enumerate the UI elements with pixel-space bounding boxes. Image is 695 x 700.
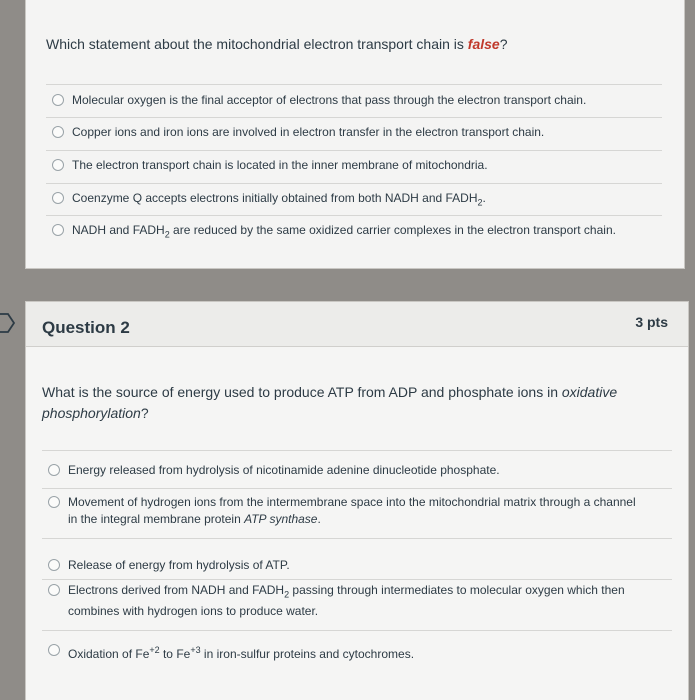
- current-question-arrow-icon: [0, 312, 16, 334]
- divider: [46, 117, 662, 118]
- divider: [42, 538, 672, 539]
- prompt-text: Which statement about the mitochondrial electron transport chain is: [46, 36, 468, 52]
- question-2-header: [26, 302, 688, 347]
- divider: [46, 150, 662, 151]
- radio-button[interactable]: [52, 159, 64, 171]
- answer-option[interactable]: [48, 557, 290, 574]
- answer-option[interactable]: [52, 190, 486, 211]
- question-2-prompt: What is the source of energy used to produce ATP from ADP and phosphate ions in oxidative phosphorylation?: [42, 384, 618, 421]
- answer-label: Movement of hydrogen ions from the intermembrane space into the mitochondrial matrix through a channel in the integral membrane protein ATP synthase.: [68, 495, 636, 526]
- question-title: Question 2: [42, 318, 130, 337]
- divider: [42, 630, 672, 631]
- radio-button[interactable]: [52, 192, 64, 204]
- radio-button[interactable]: [48, 644, 60, 656]
- answer-label: Energy released from hydrolysis of nicotinamide adenine dinucleotide phosphate.: [68, 463, 500, 477]
- answer-option[interactable]: [52, 157, 488, 174]
- answer-label: Release of energy from hydrolysis of ATP.: [68, 558, 290, 572]
- divider: [42, 488, 672, 489]
- radio-button[interactable]: [48, 496, 60, 508]
- divider: [42, 579, 672, 580]
- answer-option[interactable]: [52, 124, 544, 141]
- answer-label: Oxidation of $Fe^{+2}$ to $Fe^{+3}$ in iron-sulfur proteins and cytochromes.: [68, 645, 415, 661]
- radio-button[interactable]: [48, 584, 60, 596]
- divider: [46, 84, 662, 85]
- answer-option[interactable]: [48, 494, 636, 528]
- radio-button[interactable]: [52, 126, 64, 138]
- prompt-end: ?: [499, 36, 508, 52]
- answer-label: Coenzyme Q accepts electrons initially obtained from both NADH and $FADH_2$.: [72, 191, 486, 208]
- answer-option[interactable]: [48, 462, 500, 479]
- answer-label: The electron transport chain is located in the inner membrane of mitochondria.: [72, 158, 488, 172]
- radio-button[interactable]: [52, 224, 64, 236]
- answer-option[interactable]: [48, 582, 625, 620]
- answer-label: Electrons derived from NADH and $FADH_2$ passing through intermediates to molecular oxygen which then combines with hydrogen ions to produce water.: [68, 583, 625, 619]
- answer-option[interactable]: [48, 642, 414, 663]
- divider: [42, 450, 672, 451]
- radio-button[interactable]: [48, 464, 60, 476]
- answer-label: Copper ions and iron ions are involved in electron transfer in the electron transport chain.: [72, 125, 545, 139]
- question-1-card: [26, 0, 684, 268]
- answer-option[interactable]: [52, 92, 586, 109]
- question-1-prompt: [46, 36, 508, 52]
- question-2-card: [26, 302, 688, 700]
- prompt-false-word: false: [467, 36, 500, 52]
- radio-button[interactable]: [52, 94, 64, 106]
- divider: [46, 183, 662, 184]
- question-points: 3 pts: [635, 314, 668, 330]
- radio-button[interactable]: [48, 559, 60, 571]
- answer-label: Molecular oxygen is the final acceptor of electrons that pass through the electron transport chain.: [72, 93, 587, 107]
- answer-label: NADH and $FADH_2$ are reduced by the same oxidized carrier complexes in the electron transport chain.: [72, 223, 616, 240]
- divider: [46, 215, 662, 216]
- answer-option[interactable]: [52, 222, 616, 243]
